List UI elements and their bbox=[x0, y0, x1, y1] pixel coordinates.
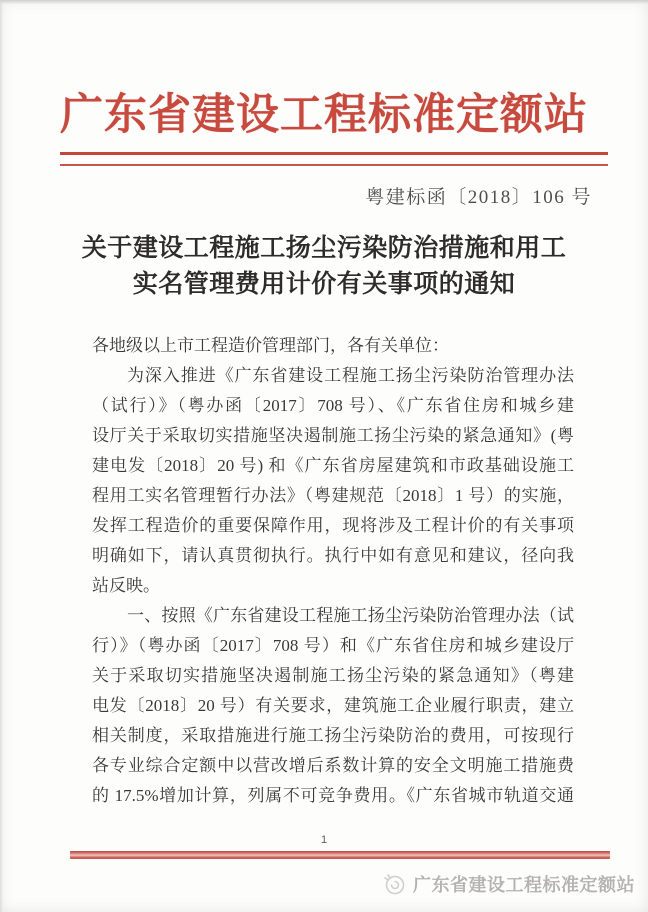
body-line: （试行）》（粤办函〔2017〕708 号）、《广东省住房和城乡建 bbox=[92, 396, 574, 415]
salutation-line: 各地级以上市工程造价管理部门，各有关单位： bbox=[92, 336, 449, 355]
notice-title bbox=[40, 231, 608, 303]
body-line: 建电发〔2018〕20 号) 和《广东省房屋建筑和市政基础设施工 bbox=[92, 456, 574, 475]
body-line: 的 17.5%增加计算，列属不可竞争费用。《广东省城市轨道交通 bbox=[92, 786, 574, 805]
masthead-double-rule bbox=[60, 152, 608, 166]
body-line: 相关制度，采取措施进行施工扬尘污染防治的费用，可按现行 bbox=[92, 726, 574, 745]
body-line: 明确如下，请认真贯彻执行。执行中如有意见和建议，径向我 bbox=[92, 546, 574, 565]
notice-title-line2: 实名管理费用计价有关事项的通知 bbox=[132, 271, 516, 298]
scan-edge-artifact bbox=[0, 0, 648, 4]
body-line: 关于采取切实措施坚决遏制施工扬尘污染的紧急通知》（粤建 bbox=[92, 666, 574, 685]
body-line: 站反映。 bbox=[92, 576, 160, 595]
footer-rule bbox=[70, 851, 610, 859]
body-line: 电发〔2018〕20 号）有关要求，建筑施工企业履行职责，建立 bbox=[92, 696, 574, 715]
notice-title-line1: 关于建设工程施工扬尘污染防治措施和用工 bbox=[81, 235, 567, 262]
body-line: 发挥工程造价的重要保障作用，现将涉及工程计价的有关事项 bbox=[92, 516, 574, 535]
body-line: 为深入推进《广东省建设工程施工扬尘污染防治管理办法 bbox=[127, 366, 574, 385]
body-line: 一、按照《广东省建设工程施工扬尘污染防治管理办法（试 bbox=[127, 606, 574, 625]
body-line: 程用工实名管理暂行办法》（粤建规范〔2018〕1 号）的实施， bbox=[92, 486, 574, 505]
masthead-org-title: 广东省建设工程标准定额站 bbox=[60, 92, 588, 139]
body-line: 设厅关于采取切实措施坚决遏制施工扬尘污染的紧急通知》(粤 bbox=[92, 426, 574, 445]
doc-number: 粤建标函〔2018〕106 号 bbox=[365, 187, 592, 208]
org-logo-icon bbox=[382, 872, 406, 896]
body-line: 行）》（粤办函〔2017〕708 号）和《广东省住房和城乡建设厅 bbox=[92, 636, 574, 655]
body-line: 各专业综合定额中以营改增后系数计算的安全文明施工措施费 bbox=[92, 756, 574, 775]
footer-brand-label: 广东省建设工程标准定额站 bbox=[413, 875, 635, 895]
footer-brand bbox=[382, 870, 635, 898]
page-number: 1 bbox=[320, 834, 328, 846]
body-text bbox=[92, 331, 574, 811]
